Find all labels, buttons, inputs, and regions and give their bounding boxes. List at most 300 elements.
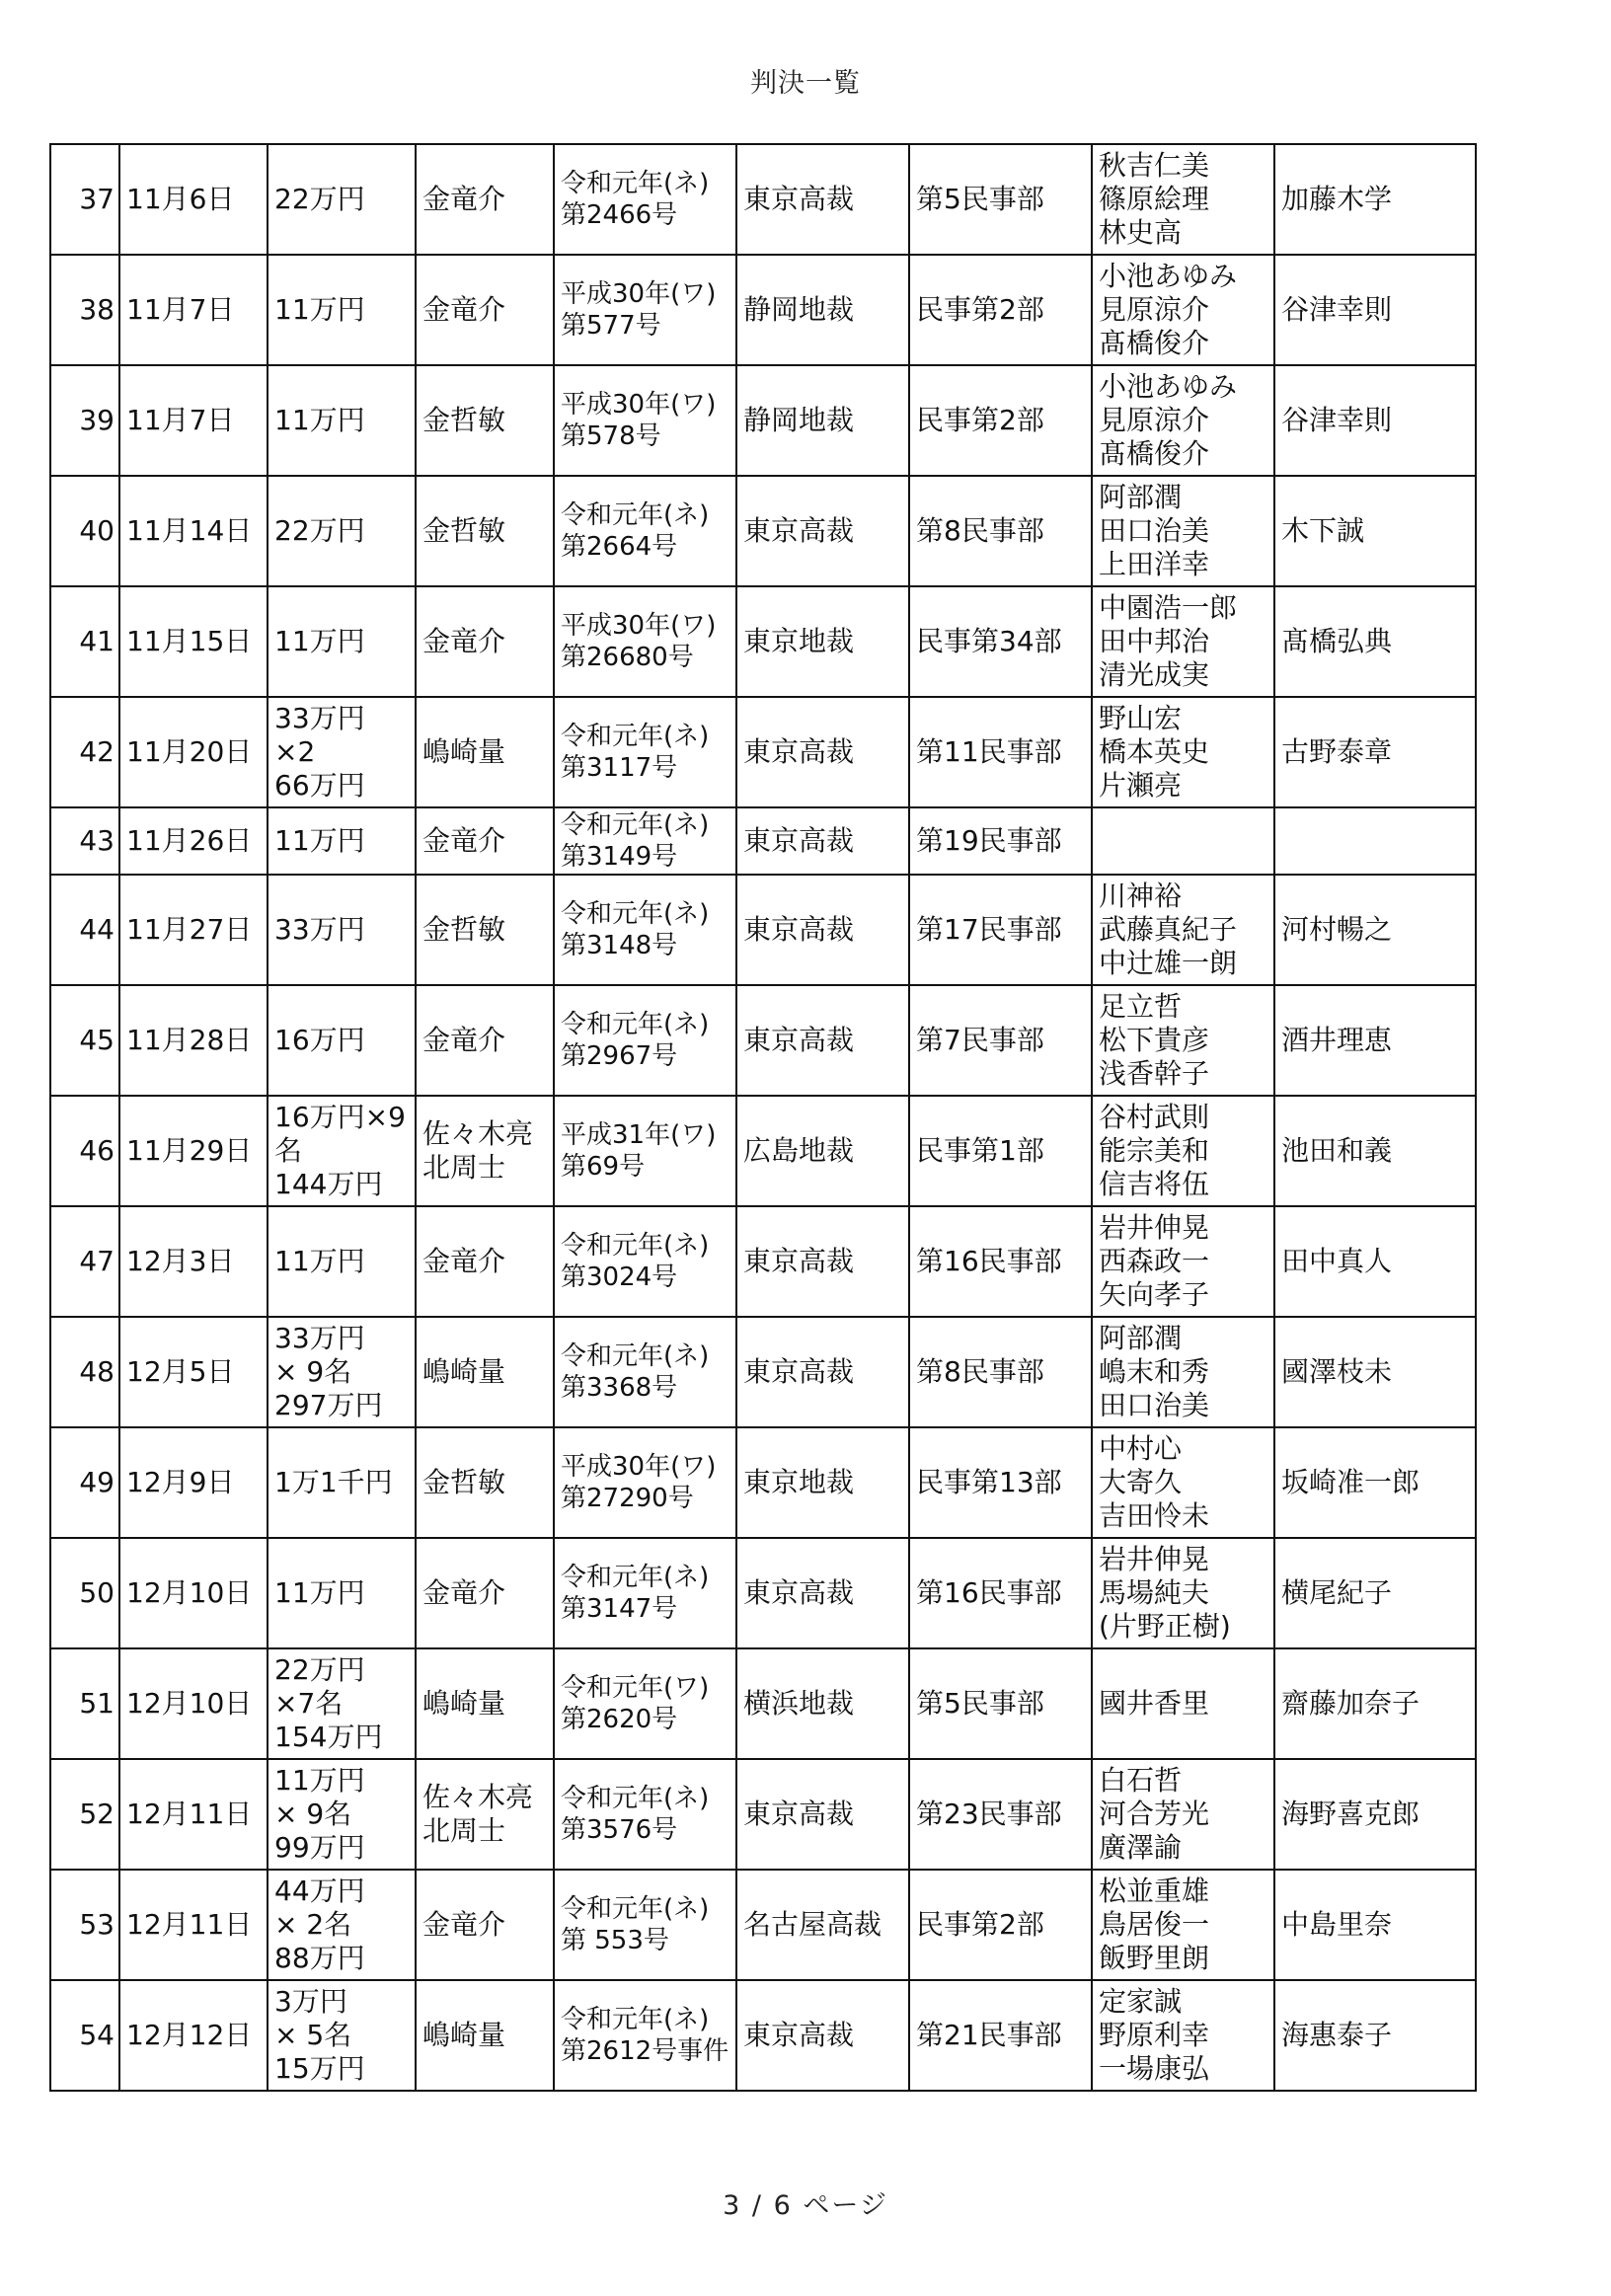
judges-cell-line: 中辻雄一朗 [1099, 947, 1238, 979]
row-number-cell: 47 [50, 1206, 119, 1317]
amount-cell [268, 1648, 416, 1759]
plaintiff-cell [416, 985, 554, 1096]
judges-cell-line: 上田洋幸 [1099, 548, 1210, 580]
judgment-table-body [50, 144, 1476, 2091]
amount-cell-line: 11万円 [274, 1576, 365, 1609]
case-number-cell-line: 第2664号 [561, 532, 678, 562]
table-row [50, 1759, 1476, 1870]
row-number-cell: 45 [50, 985, 119, 1096]
clerk-cell: 加藤木学 [1274, 144, 1476, 255]
date-cell: 11月7日 [119, 255, 268, 365]
judges-cell-line: 阿部潤 [1099, 1322, 1183, 1354]
division-cell: 第17民事部 [909, 875, 1092, 985]
plaintiff-cell-line: 金竜介 [422, 625, 506, 657]
plaintiff-cell-line: 金竜介 [422, 1024, 506, 1056]
plaintiff-cell-line: 金竜介 [422, 293, 506, 326]
judges-cell [1092, 1538, 1274, 1648]
judges-cell-line: 松下貴彦 [1099, 1024, 1210, 1056]
plaintiff-cell-line: 金竜介 [422, 1908, 506, 1941]
case-number-cell-line: 令和元年(ネ) [561, 1894, 710, 1924]
table-row [50, 365, 1476, 476]
plaintiff-cell-line: 嶋崎量 [422, 1355, 506, 1388]
date-cell: 12月9日 [119, 1427, 268, 1538]
clerk-cell: 横尾紀子 [1274, 1538, 1476, 1648]
case-number-cell-line: 平成30年(ワ) [561, 390, 717, 420]
plaintiff-cell [416, 1759, 554, 1870]
judges-cell-line: 田口治美 [1099, 514, 1210, 547]
judges-cell-line: 阿部潤 [1099, 481, 1183, 513]
case-number-cell-line: 第26680号 [561, 643, 694, 672]
amount-cell-line: 16万円 [274, 1024, 365, 1056]
amount-cell [268, 1206, 416, 1317]
page-number: 3 / 6 ページ [723, 2190, 888, 2221]
amount-cell [268, 1759, 416, 1870]
judges-cell-line: 信吉将伍 [1099, 1168, 1210, 1200]
case-number-cell [554, 807, 736, 875]
date-cell: 12月10日 [119, 1538, 268, 1648]
division-cell: 民事第1部 [909, 1096, 1092, 1206]
amount-cell-line: 297万円 [274, 1389, 383, 1421]
judges-cell [1092, 365, 1274, 476]
table-row [50, 1427, 1476, 1538]
clerk-cell: 谷津幸則 [1274, 255, 1476, 365]
plaintiff-cell [416, 1870, 554, 1980]
case-number-cell-line: 平成30年(ワ) [561, 279, 717, 309]
case-number-cell [554, 875, 736, 985]
division-cell: 第8民事部 [909, 1317, 1092, 1427]
clerk-cell [1274, 807, 1476, 875]
amount-cell-line: 22万円 [274, 183, 365, 215]
judges-cell [1092, 1317, 1274, 1427]
plaintiff-cell-line: 北周士 [422, 1814, 506, 1847]
amount-cell-line: 144万円 [274, 1168, 383, 1200]
case-number-cell [554, 1096, 736, 1206]
clerk-cell: 木下誠 [1274, 476, 1476, 586]
judges-cell-line: 谷村武則 [1099, 1101, 1210, 1133]
case-number-cell-line: 第3024号 [561, 1263, 678, 1292]
case-number-cell-line: 第3117号 [561, 753, 678, 783]
date-cell: 11月14日 [119, 476, 268, 586]
plaintiff-cell-line: 金竜介 [422, 1245, 506, 1277]
division-cell: 民事第2部 [909, 255, 1092, 365]
row-number-cell: 43 [50, 807, 119, 875]
amount-cell [268, 1538, 416, 1648]
amount-cell-line: 11万円 [274, 404, 365, 436]
table-row [50, 1648, 1476, 1759]
amount-cell [268, 255, 416, 365]
judges-cell-line: 吉田怜未 [1099, 1499, 1210, 1532]
row-number-cell: 54 [50, 1980, 119, 2091]
court-cell: 広島地裁 [736, 1096, 909, 1206]
case-number-cell-line: 第3576号 [561, 1815, 678, 1845]
clerk-cell: 谷津幸則 [1274, 365, 1476, 476]
clerk-cell: 海野喜克郎 [1274, 1759, 1476, 1870]
court-cell: 東京地裁 [736, 586, 909, 697]
date-cell: 12月11日 [119, 1870, 268, 1980]
case-number-cell [554, 586, 736, 697]
judges-cell [1092, 1096, 1274, 1206]
judges-cell-line: 小池あゆみ [1099, 370, 1238, 403]
table-row [50, 985, 1476, 1096]
judges-cell-line: 秋吉仁美 [1099, 149, 1210, 182]
date-cell: 11月7日 [119, 365, 268, 476]
amount-cell-line: × 9名 [274, 1798, 352, 1830]
judges-cell-line: 飯野里朗 [1099, 1942, 1210, 1974]
case-number-cell [554, 1538, 736, 1648]
judges-cell [1092, 985, 1274, 1096]
case-number-cell [554, 1648, 736, 1759]
case-number-cell-line: 第2466号 [561, 200, 678, 230]
judges-cell-line: 川神裕 [1099, 880, 1183, 912]
table-row [50, 1317, 1476, 1427]
plaintiff-cell-line: 金哲敏 [422, 1466, 506, 1498]
case-number-cell-line: 第3149号 [561, 842, 678, 872]
case-number-cell-line: 第69号 [561, 1152, 646, 1182]
judges-cell-line: 岩井伸晃 [1099, 1211, 1210, 1244]
table-row [50, 1870, 1476, 1980]
amount-cell [268, 1096, 416, 1206]
table-row [50, 875, 1476, 985]
table-row [50, 476, 1476, 586]
plaintiff-cell-line: 嶋崎量 [422, 1687, 506, 1720]
date-cell: 12月3日 [119, 1206, 268, 1317]
amount-cell-line: 11万円 [274, 824, 365, 857]
court-cell: 名古屋高裁 [736, 1870, 909, 1980]
amount-cell-line: 11万円 [274, 293, 365, 326]
case-number-cell-line: 第578号 [561, 421, 661, 451]
judges-cell-line: 見原涼介 [1099, 404, 1210, 436]
table-row [50, 586, 1476, 697]
clerk-cell: 酒井理恵 [1274, 985, 1476, 1096]
amount-cell [268, 1870, 416, 1980]
judges-cell-line: 鳥居俊一 [1099, 1908, 1210, 1941]
plaintiff-cell-line: 佐々木亮 [422, 1781, 534, 1813]
division-cell: 第21民事部 [909, 1980, 1092, 2091]
division-cell: 第7民事部 [909, 985, 1092, 1096]
clerk-cell: 國澤枝未 [1274, 1317, 1476, 1427]
judges-cell-line: 片瀬亮 [1099, 769, 1183, 802]
case-number-cell-line: 令和元年(ネ) [561, 810, 710, 840]
date-cell: 12月10日 [119, 1648, 268, 1759]
table-row [50, 255, 1476, 365]
case-number-cell [554, 697, 736, 807]
page-title: 判決一覧 [750, 68, 861, 99]
plaintiff-cell-line: 金竜介 [422, 183, 506, 215]
case-number-cell [554, 985, 736, 1096]
case-number-cell-line: 第3368号 [561, 1373, 678, 1403]
judges-cell-line: 矢向孝子 [1099, 1278, 1210, 1311]
row-number-cell: 38 [50, 255, 119, 365]
amount-cell-line: 33万円 [274, 1322, 365, 1354]
court-cell: 東京高裁 [736, 875, 909, 985]
amount-cell-line: 33万円 [274, 702, 365, 734]
judges-cell-line: 岩井伸晃 [1099, 1543, 1210, 1575]
amount-cell-line: 154万円 [274, 1721, 383, 1753]
amount-cell-line: 15万円 [274, 2052, 365, 2085]
plaintiff-cell [416, 1980, 554, 2091]
division-cell: 民事第2部 [909, 1870, 1092, 1980]
court-cell: 静岡地裁 [736, 255, 909, 365]
amount-cell-line: 11万円 [274, 1245, 365, 1277]
case-number-cell-line: 令和元年(ワ) [561, 1673, 710, 1703]
division-cell: 第5民事部 [909, 1648, 1092, 1759]
judges-cell [1092, 875, 1274, 985]
row-number-cell: 49 [50, 1427, 119, 1538]
case-number-cell-line: 第2612号事件 [561, 2036, 729, 2066]
judges-cell [1092, 807, 1274, 875]
amount-cell-line: 88万円 [274, 1942, 365, 1974]
judges-cell-line: (片野正樹) [1099, 1610, 1231, 1643]
amount-cell-line: 44万円 [274, 1875, 365, 1907]
judges-cell-line: 髙橋俊介 [1099, 327, 1210, 359]
clerk-cell: 古野泰章 [1274, 697, 1476, 807]
amount-cell-line: 11万円 [274, 625, 365, 657]
case-number-cell-line: 第27290号 [561, 1484, 694, 1513]
row-number-cell: 39 [50, 365, 119, 476]
judges-cell [1092, 144, 1274, 255]
judges-cell-line: 國井香里 [1099, 1687, 1210, 1720]
table-row [50, 1538, 1476, 1648]
amount-cell-line: × 2名 [274, 1908, 352, 1941]
division-cell: 第8民事部 [909, 476, 1092, 586]
judges-cell-line: 一場康弘 [1099, 2052, 1210, 2085]
judges-cell-line: 定家誠 [1099, 1985, 1183, 2018]
amount-cell [268, 875, 416, 985]
division-cell: 第19民事部 [909, 807, 1092, 875]
plaintiff-cell [416, 476, 554, 586]
date-cell: 11月28日 [119, 985, 268, 1096]
plaintiff-cell-line: 北周士 [422, 1151, 506, 1184]
division-cell: 民事第13部 [909, 1427, 1092, 1538]
amount-cell [268, 476, 416, 586]
row-number-cell: 42 [50, 697, 119, 807]
court-cell: 東京高裁 [736, 1206, 909, 1317]
row-number-cell: 46 [50, 1096, 119, 1206]
date-cell: 12月12日 [119, 1980, 268, 2091]
table-row [50, 1206, 1476, 1317]
amount-cell [268, 1317, 416, 1427]
case-number-cell [554, 1759, 736, 1870]
row-number-cell: 51 [50, 1648, 119, 1759]
plaintiff-cell [416, 1096, 554, 1206]
table-row [50, 144, 1476, 255]
amount-cell-line: 3万円 [274, 1985, 347, 2018]
clerk-cell: 中島里奈 [1274, 1870, 1476, 1980]
case-number-cell-line: 令和元年(ネ) [561, 899, 710, 929]
plaintiff-cell [416, 1648, 554, 1759]
amount-cell-line: ×7名 [274, 1687, 344, 1720]
judges-cell [1092, 255, 1274, 365]
amount-cell [268, 1427, 416, 1538]
judges-cell [1092, 1206, 1274, 1317]
table-row [50, 1096, 1476, 1206]
judges-cell [1092, 1980, 1274, 2091]
amount-cell [268, 985, 416, 1096]
judges-cell-line: 田中邦治 [1099, 625, 1210, 657]
plaintiff-cell [416, 586, 554, 697]
clerk-cell: 齋藤加奈子 [1274, 1648, 1476, 1759]
case-number-cell-line: 第3148号 [561, 931, 678, 960]
clerk-cell: 坂崎准一郎 [1274, 1427, 1476, 1538]
judges-cell-line: 廣澤諭 [1099, 1831, 1183, 1864]
plaintiff-cell-line: 金竜介 [422, 824, 506, 857]
court-cell: 東京高裁 [736, 1759, 909, 1870]
amount-cell [268, 1980, 416, 2091]
date-cell: 11月15日 [119, 586, 268, 697]
row-number-cell: 50 [50, 1538, 119, 1648]
table-row [50, 807, 1476, 875]
judges-cell-line: 浅香幹子 [1099, 1057, 1210, 1090]
plaintiff-cell [416, 1206, 554, 1317]
division-cell: 民事第34部 [909, 586, 1092, 697]
case-number-cell [554, 1317, 736, 1427]
judges-cell-line: 足立哲 [1099, 990, 1183, 1023]
judges-cell-line: 中村心 [1099, 1432, 1183, 1465]
case-number-cell-line: 令和元年(ネ) [561, 1010, 710, 1039]
case-number-cell-line: 令和元年(ネ) [561, 169, 710, 198]
amount-cell [268, 365, 416, 476]
judges-cell-line: 野山宏 [1099, 702, 1183, 734]
amount-cell [268, 697, 416, 807]
case-number-cell-line: 第2620号 [561, 1705, 678, 1734]
judges-cell [1092, 697, 1274, 807]
amount-cell-line: 1万1千円 [274, 1466, 393, 1498]
court-cell: 東京高裁 [736, 697, 909, 807]
plaintiff-cell [416, 144, 554, 255]
case-number-cell-line: 第 553号 [561, 1926, 669, 1955]
case-number-cell-line: 令和元年(ネ) [561, 1231, 710, 1261]
judges-cell [1092, 1427, 1274, 1538]
case-number-cell-line: 平成30年(ワ) [561, 611, 717, 641]
row-number-cell: 41 [50, 586, 119, 697]
date-cell: 11月27日 [119, 875, 268, 985]
judgment-table [49, 143, 1477, 2092]
row-number-cell: 52 [50, 1759, 119, 1870]
case-number-cell [554, 365, 736, 476]
judges-cell-line: 野原利幸 [1099, 2019, 1210, 2051]
plaintiff-cell-line: 金哲敏 [422, 913, 506, 946]
plaintiff-cell [416, 697, 554, 807]
plaintiff-cell-line: 金哲敏 [422, 514, 506, 547]
court-cell: 東京高裁 [736, 144, 909, 255]
court-cell: 静岡地裁 [736, 365, 909, 476]
court-cell: 東京地裁 [736, 1427, 909, 1538]
judges-cell-line: 河合芳光 [1099, 1798, 1210, 1830]
amount-cell [268, 807, 416, 875]
plaintiff-cell [416, 1317, 554, 1427]
case-number-cell-line: 平成31年(ワ) [561, 1120, 717, 1150]
judges-cell-line: 能宗美和 [1099, 1134, 1210, 1167]
plaintiff-cell-line: 金竜介 [422, 1576, 506, 1609]
plaintiff-cell-line: 嶋崎量 [422, 735, 506, 768]
date-cell: 11月26日 [119, 807, 268, 875]
division-cell: 第16民事部 [909, 1206, 1092, 1317]
judges-cell-line: 嶋末和秀 [1099, 1355, 1210, 1388]
court-cell: 横浜地裁 [736, 1648, 909, 1759]
case-number-cell [554, 255, 736, 365]
plaintiff-cell [416, 255, 554, 365]
judges-cell [1092, 1648, 1274, 1759]
judges-cell-line: 西森政一 [1099, 1245, 1210, 1277]
court-cell: 東京高裁 [736, 1980, 909, 2091]
judges-cell-line: 見原涼介 [1099, 293, 1210, 326]
amount-cell-line: ×2 [274, 735, 316, 768]
case-number-cell-line: 平成30年(ワ) [561, 1452, 717, 1482]
clerk-cell: 池田和義 [1274, 1096, 1476, 1206]
amount-cell [268, 144, 416, 255]
case-number-cell-line: 令和元年(ネ) [561, 1784, 710, 1813]
judges-cell-line: 篠原絵理 [1099, 183, 1210, 215]
amount-cell-line: 名 [274, 1134, 303, 1167]
judges-cell [1092, 476, 1274, 586]
division-cell: 第23民事部 [909, 1759, 1092, 1870]
amount-cell-line: 99万円 [274, 1831, 365, 1864]
judges-cell-line: 田口治美 [1099, 1389, 1210, 1421]
case-number-cell [554, 476, 736, 586]
plaintiff-cell [416, 875, 554, 985]
amount-cell-line: 33万円 [274, 913, 365, 946]
amount-cell-line: 16万円×9 [274, 1101, 406, 1133]
case-number-cell-line: 第3147号 [561, 1594, 678, 1624]
judges-cell [1092, 1759, 1274, 1870]
judges-cell [1092, 586, 1274, 697]
court-cell: 東京高裁 [736, 1538, 909, 1648]
division-cell: 第16民事部 [909, 1538, 1092, 1648]
amount-cell-line: 11万円 [274, 1764, 365, 1797]
date-cell: 11月6日 [119, 144, 268, 255]
plaintiff-cell-line: 嶋崎量 [422, 2019, 506, 2051]
judges-cell-line: 清光成実 [1099, 658, 1210, 691]
judges-cell-line: 林史高 [1099, 216, 1183, 249]
amount-cell-line: 22万円 [274, 514, 365, 547]
case-number-cell-line: 令和元年(ネ) [561, 500, 710, 530]
plaintiff-cell [416, 1427, 554, 1538]
date-cell: 11月20日 [119, 697, 268, 807]
judges-cell [1092, 1870, 1274, 1980]
division-cell: 民事第2部 [909, 365, 1092, 476]
amount-cell-line: 22万円 [274, 1653, 365, 1686]
judges-cell-line: 松並重雄 [1099, 1875, 1210, 1907]
row-number-cell: 40 [50, 476, 119, 586]
judges-cell-line: 橋本英史 [1099, 735, 1210, 768]
court-cell: 東京高裁 [736, 985, 909, 1096]
clerk-cell: 河村暢之 [1274, 875, 1476, 985]
plaintiff-cell-line: 佐々木亮 [422, 1117, 534, 1150]
plaintiff-cell [416, 365, 554, 476]
amount-cell-line: × 5名 [274, 2019, 352, 2051]
date-cell: 12月5日 [119, 1317, 268, 1427]
case-number-cell [554, 1427, 736, 1538]
row-number-cell: 48 [50, 1317, 119, 1427]
judges-cell-line: 大寄久 [1099, 1466, 1183, 1498]
court-cell: 東京高裁 [736, 807, 909, 875]
judges-cell-line: 中園浩一郎 [1099, 591, 1238, 624]
case-number-cell-line: 令和元年(ネ) [561, 1563, 710, 1592]
case-number-cell-line: 令和元年(ネ) [561, 2005, 710, 2034]
case-number-cell-line: 第577号 [561, 311, 661, 341]
case-number-cell-line: 令和元年(ネ) [561, 722, 710, 751]
clerk-cell: 海惠泰子 [1274, 1980, 1476, 2091]
date-cell: 11月29日 [119, 1096, 268, 1206]
case-number-cell [554, 144, 736, 255]
row-number-cell: 53 [50, 1870, 119, 1980]
clerk-cell: 田中真人 [1274, 1206, 1476, 1317]
case-number-cell [554, 1870, 736, 1980]
judges-cell-line: 馬場純夫 [1099, 1576, 1210, 1609]
court-cell: 東京高裁 [736, 476, 909, 586]
case-number-cell [554, 1206, 736, 1317]
plaintiff-cell [416, 807, 554, 875]
